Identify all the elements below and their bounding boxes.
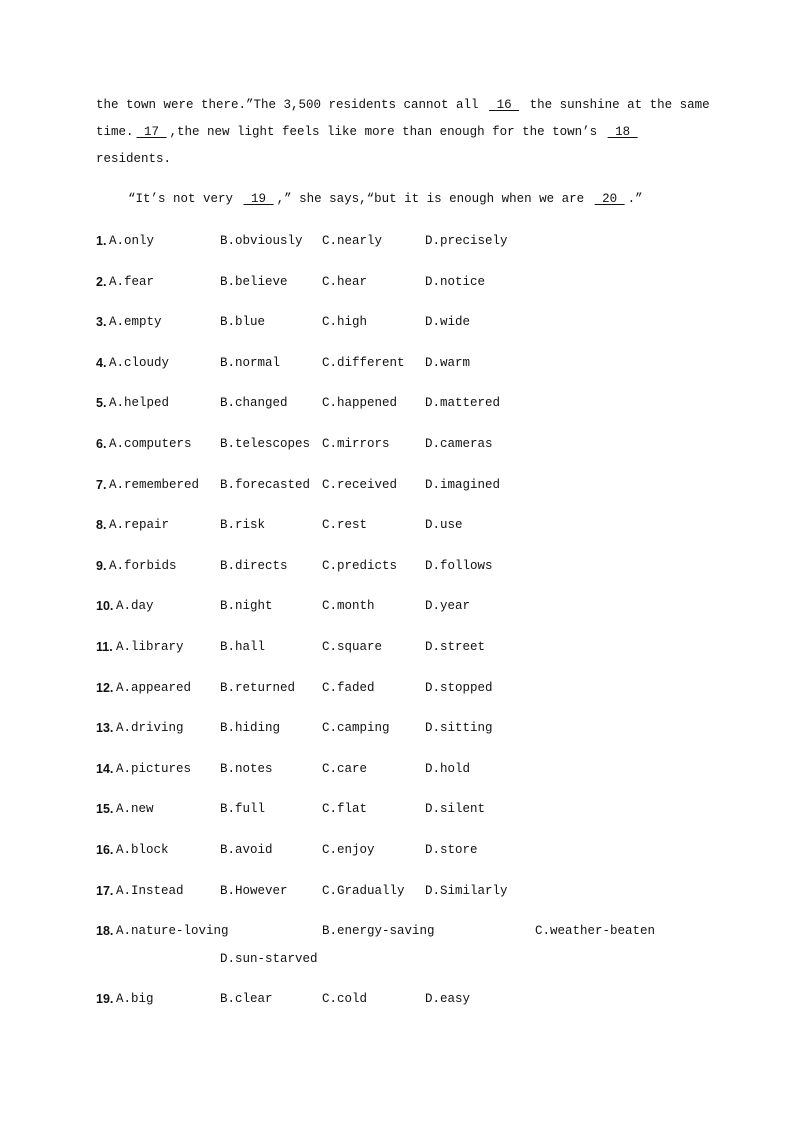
question-14 [96,757,716,798]
passage-text [96,92,710,213]
option-b: B.clear [220,992,273,1007]
question-13 [96,716,716,757]
option-d: D.year [425,599,471,614]
question-9 [96,554,716,595]
option-b: B.avoid [220,842,273,857]
question-number: 7. [96,477,107,492]
question-number: 3. [96,315,107,330]
question-number: 14. [96,761,114,776]
option-d: D.precisely [425,234,508,248]
option-d: D.silent [425,802,486,817]
option-d: D.cameras [425,436,493,451]
passage-text-segment: .” [627,192,643,206]
question-2 [96,270,716,311]
option-c: C.cold [322,992,368,1007]
option-a: A.big [116,992,154,1007]
option-c: C.nearly [322,234,383,248]
question-17 [96,879,716,920]
option-b: B.changed [220,396,288,411]
option-a: A.remembered [109,477,200,492]
option-c: C.different [322,355,405,370]
option-c: C.enjoy [322,842,375,857]
option-c: C.hear [322,274,368,289]
option-b: B.notes [220,761,273,776]
question-number: 10. [96,599,114,614]
option-c: C.happened [322,396,398,411]
option-c: C.high [322,315,368,330]
passage-line-2 [96,119,696,146]
question-19 [96,987,716,1028]
question-number: 1. [96,234,107,248]
option-c: C.flat [322,802,368,817]
option-b: B.night [220,599,273,614]
question-number: 4. [96,355,107,370]
blank-18: 18 [607,125,638,139]
option-d: D.sitting [425,721,493,736]
passage-text-segment: ,” she says,“but it is enough when we are [276,192,585,206]
option-a: A.appeared [116,680,192,695]
question-number: 16. [96,842,114,857]
blank-17: 17 [136,125,167,139]
question-10 [96,594,716,635]
passage-text-segment: the sunshine at the same [529,98,710,112]
option-a: A.repair [109,518,170,533]
option-d: D.Similarly [425,883,508,898]
option-a: A.new [116,802,154,817]
question-number: 2. [96,274,107,289]
option-a: A.library [116,639,184,654]
question-number: 12. [96,680,114,695]
question-number: 15. [96,802,114,817]
question-number: 17. [96,883,114,898]
option-a: A.nature-loving [116,924,229,939]
option-a: A.Instead [116,883,184,898]
option-d: D.easy [425,992,471,1007]
option-b: B.hall [220,639,266,654]
option-d: D.sun-starved [220,952,318,967]
option-b: B.obviously [220,234,303,248]
option-c: C.care [322,761,368,776]
option-b: B.risk [220,518,266,533]
option-a: A.empty [109,315,162,330]
option-a: A.block [116,842,169,857]
blank-16: 16 [489,98,520,112]
question-number: 5. [96,396,107,411]
option-a: A.computers [109,436,192,451]
option-c: C.Gradually [322,883,405,898]
option-c: C.camping [322,721,390,736]
question-15 [96,797,716,838]
question-8 [96,513,716,554]
option-b: B.blue [220,315,266,330]
option-b: B.directs [220,558,288,573]
option-b: B.believe [220,274,288,289]
option-d: D.hold [425,761,471,776]
question-18 [96,919,716,987]
option-d: D.wide [425,315,471,330]
question-number: 18. [96,924,114,939]
option-a: A.driving [116,721,184,736]
option-d: D.mattered [425,396,501,411]
question-number: 11. [96,639,113,654]
option-c: C.square [322,639,383,654]
option-c: C.faded [322,680,375,695]
question-11 [96,635,716,676]
option-d: D.store [425,842,478,857]
option-a: A.pictures [116,761,192,776]
option-b: B.telescopes [220,436,311,451]
option-b: B.normal [220,355,281,370]
question-7 [96,473,716,514]
option-c: C.received [322,477,398,492]
question-5 [96,391,716,432]
question-number: 9. [96,558,107,573]
option-d: D.use [425,518,463,533]
passage-text-segment: the town were there.”The 3,500 residents cannot all [96,98,479,112]
question-number: 19. [96,992,114,1007]
passage-text-segment: “It’s not very [128,192,234,206]
question-number: 8. [96,518,107,533]
option-a: A.forbids [109,558,177,573]
option-c: C.month [322,599,375,614]
option-a: A.day [116,599,154,614]
blank-20: 20 [594,192,625,206]
option-b: B.forecasted [220,477,311,492]
option-b: B.However [220,883,288,898]
option-b: B.returned [220,680,296,695]
question-16 [96,838,716,879]
option-d: D.street [425,639,486,654]
passage-text-segment: residents. [96,152,172,166]
option-d: D.notice [425,274,486,289]
option-d: D.warm [425,355,471,370]
question-number: 13. [96,721,114,736]
question-number: 6. [96,436,107,451]
option-b: B.hiding [220,721,281,736]
option-c: C.predicts [322,558,398,573]
option-c: C.rest [322,518,368,533]
option-c: C.mirrors [322,436,390,451]
option-d: D.follows [425,558,493,573]
question-list [96,229,716,1028]
question-4 [96,351,716,392]
option-d: D.imagined [425,477,501,492]
option-d: D.stopped [425,680,493,695]
blank-19: 19 [243,192,274,206]
passage-line-4 [96,186,696,213]
option-b: B.full [220,802,266,817]
option-a: A.helped [109,396,170,411]
passage-text-segment: time. [96,125,134,139]
option-c: C.weather-beaten [535,924,656,939]
option-b: B.energy-saving [322,924,435,939]
passage-line-1 [96,92,710,119]
passage-text-segment: ,the new light feels like more than enough for the town’s [169,125,598,139]
question-12 [96,676,716,717]
option-a: A.only [109,234,155,248]
passage-line-3 [96,146,696,173]
question-3 [96,310,716,351]
option-a: A.fear [109,274,155,289]
question-6 [96,432,716,473]
option-a: A.cloudy [109,355,170,370]
question-1 [96,229,716,270]
